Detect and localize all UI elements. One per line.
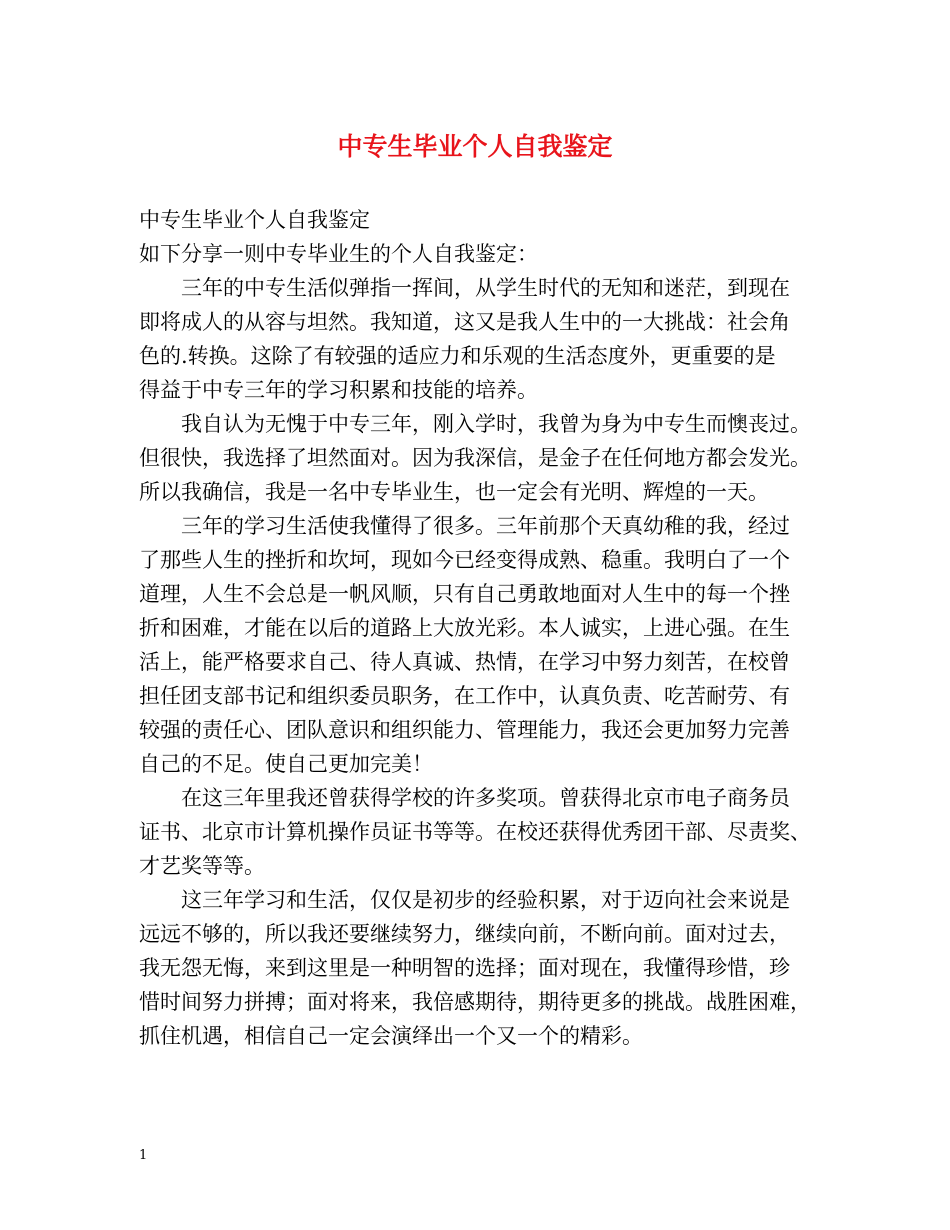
paragraph-line: 活上，能严格要求自己、待人真诚、热情，在学习中努力刻苦，在校曾: [139, 650, 790, 674]
paragraph-line: 即将成人的从容与坦然。我知道，这又是我人生中的一大挑战：社会角: [139, 310, 790, 334]
paragraph-line: 这三年学习和生活，仅仅是初步的经验积累，对于迈向社会来说是: [181, 888, 790, 912]
paragraph-line: 抓住机遇，相信自己一定会演绎出一个又一个的精彩。: [139, 1024, 643, 1048]
paragraph-line: 自己的不足。使自己更加完美！: [139, 752, 433, 776]
page-number: 1: [139, 1148, 148, 1163]
paragraph-line: 才艺奖等等。: [139, 854, 265, 878]
document-title: 中专生毕业个人自我鉴定: [337, 132, 613, 161]
paragraph-line: 远远不够的，所以我还要继续努力，继续向前，不断向前。面对过去，: [139, 922, 790, 946]
intro-line: 如下分享一则中专毕业生的个人自我鉴定：: [139, 242, 538, 266]
paragraph-line: 三年的学习生活使我懂得了很多。三年前那个天真幼稚的我，经过: [181, 514, 790, 538]
paragraph-line: 折和困难，才能在以后的道路上大放光彩。本人诚实，上进心强。在生: [139, 616, 790, 640]
heading-line: 中专生毕业个人自我鉴定: [139, 208, 370, 232]
paragraph-line: 三年的中专生活似弹指一挥间，从学生时代的无知和迷茫，到现在: [181, 276, 790, 300]
paragraph-line: 道理，人生不会总是一帆风顺，只有自己勇敢地面对人生中的每一个挫: [139, 582, 790, 606]
paragraph-line: 担任团支部书记和组织委员职务，在工作中，认真负责、吃苦耐劳、有: [139, 684, 790, 708]
paragraph-line: 但很快，我选择了坦然面对。因为我深信，是金子在任何地方都会发光。: [139, 446, 811, 470]
paragraph-line: 所以我确信，我是一名中专毕业生，也一定会有光明、辉煌的一天。: [139, 480, 769, 504]
paragraph-line: 色的.转换。这除了有较强的适应力和乐观的生活态度外，更重要的是: [139, 344, 776, 368]
paragraph-line: 得益于中专三年的学习积累和技能的培养。: [139, 378, 538, 402]
paragraph-line: 较强的责任心、团队意识和组织能力、管理能力，我还会更加努力完善: [139, 718, 790, 742]
paragraph: [139, 883, 811, 1053]
paragraph: [139, 781, 811, 883]
document-body: [139, 203, 811, 1053]
paragraph-line: 我无怨无悔，来到这里是一种明智的选择；面对现在，我懂得珍惜，珍: [139, 956, 790, 980]
paragraph: [139, 271, 811, 407]
paragraph-line: 惜时间努力拼搏；面对将来，我倍感期待，期待更多的挑战。战胜困难，: [139, 990, 811, 1014]
paragraph-line: 在这三年里我还曾获得学校的许多奖项。曾获得北京市电子商务员: [181, 786, 790, 810]
paragraph: [139, 407, 811, 509]
paragraph-line: 我自认为无愧于中专三年，刚入学时，我曾为身为中专生而懊丧过。: [181, 412, 811, 436]
paragraph: [139, 509, 811, 781]
paragraph-line: 证书、北京市计算机操作员证书等等。在校还获得优秀团干部、尽责奖、: [139, 820, 811, 844]
paragraph-line: 了那些人生的挫折和坎坷，现如今已经变得成熟、稳重。我明白了一个: [139, 548, 790, 572]
